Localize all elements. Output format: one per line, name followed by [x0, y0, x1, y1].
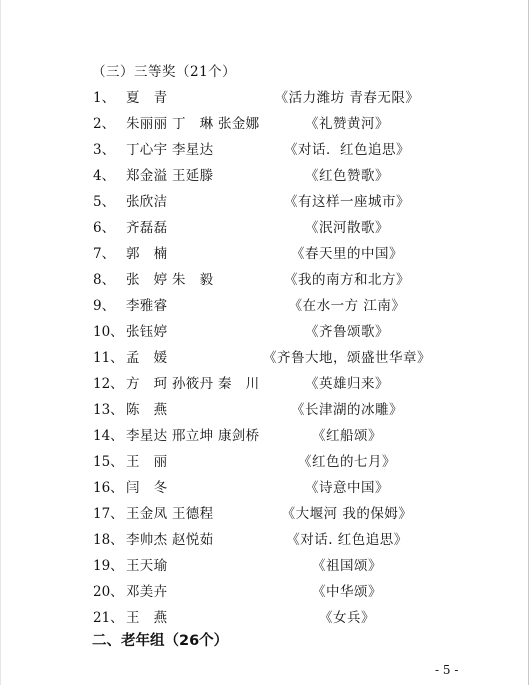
award-entry [0, 524, 531, 550]
award-entry [0, 368, 531, 394]
entry-names: 李帅杰 赵悦茹 [126, 532, 214, 548]
entry-number: 16、 [93, 480, 124, 496]
award-entry [0, 498, 531, 524]
award-entry [0, 316, 531, 342]
entry-work-title: 《中华颂》 [312, 584, 382, 600]
page-number: - 5 - [435, 663, 459, 677]
entry-names: 郑金溢 王延滕 [126, 168, 214, 184]
entry-number: 20、 [93, 584, 124, 600]
award-entry [0, 134, 531, 160]
entry-work-title: 《祖国颂》 [312, 558, 382, 574]
entry-number: 1、 [93, 90, 116, 106]
entry-names: 王 燕 [126, 610, 168, 626]
entry-work-title: 《有这样一座城市》 [284, 194, 410, 210]
group-heading: 二、老年组（26个） [92, 633, 229, 649]
entry-number: 14、 [93, 428, 124, 444]
entry-work-title: 《红色的七月》 [298, 454, 396, 470]
entry-work-title: 《对话. 红色追思》 [286, 532, 408, 548]
entry-names: 王金凤 王德程 [126, 506, 214, 522]
entry-number: 2、 [93, 116, 116, 132]
entry-number: 13、 [93, 402, 124, 418]
award-entry [0, 602, 531, 628]
entry-number: 17、 [93, 506, 124, 522]
award-entry [0, 420, 531, 446]
award-entry [0, 472, 531, 498]
entry-number: 6、 [93, 220, 116, 236]
entry-names: 邓美卉 [126, 584, 168, 600]
entry-work-title: 《对话．红色追思》 [284, 142, 410, 158]
entry-names: 张欣洁 [126, 194, 168, 210]
award-entry [0, 342, 531, 368]
entry-number: 19、 [93, 558, 124, 574]
entry-work-title: 《诗意中国》 [305, 480, 389, 496]
entry-number: 7、 [93, 246, 116, 262]
entry-work-title: 《大堰河 我的保姆》 [281, 506, 413, 522]
entry-names: 朱丽丽 丁 琳 张金娜 [126, 116, 260, 132]
award-entry [0, 238, 531, 264]
entry-work-title: 《活力潍坊 青春无限》 [274, 90, 420, 106]
award-entry [0, 108, 531, 134]
award-entry [0, 394, 531, 420]
entry-names: 郭 楠 [126, 246, 168, 262]
entry-work-title: 《我的南方和北方》 [284, 272, 410, 288]
award-entry [0, 576, 531, 602]
entry-number: 8、 [93, 272, 116, 288]
entry-names: 李雅睿 [126, 298, 168, 314]
entry-names: 夏 青 [126, 90, 168, 106]
award-entry [0, 82, 531, 108]
award-entry [0, 550, 531, 576]
entry-number: 4、 [93, 168, 116, 184]
entry-number: 5、 [93, 194, 116, 210]
entry-work-title: 《女兵》 [319, 610, 375, 626]
entry-work-title: 《长津湖的冰雕》 [291, 402, 403, 418]
entry-work-title: 《齐鲁颂歌》 [305, 324, 389, 340]
entry-names: 闫 冬 [126, 480, 168, 496]
entry-names: 张 婷 朱 毅 [126, 272, 214, 288]
entry-number: 18、 [93, 532, 124, 548]
award-entry [0, 186, 531, 212]
entry-number: 12、 [93, 376, 124, 392]
entry-names: 孟 媛 [126, 350, 168, 366]
entry-work-title: 《齐鲁大地，颂盛世华章》 [263, 350, 431, 366]
entry-names: 丁心宇 李星达 [126, 142, 214, 158]
award-entry [0, 160, 531, 186]
entry-number: 11、 [93, 350, 124, 366]
entry-work-title: 《泯河散歌》 [305, 220, 389, 236]
entry-work-title: 《红船颂》 [312, 428, 382, 444]
entry-work-title: 《在水一方 江南》 [288, 298, 406, 314]
entry-number: 15、 [93, 454, 124, 470]
award-entry [0, 264, 531, 290]
award-entry [0, 446, 531, 472]
entry-work-title: 《春天里的中国》 [291, 246, 403, 262]
entry-names: 王天瑜 [126, 558, 168, 574]
entry-names: 陈 燕 [126, 402, 168, 418]
entry-work-title: 《红色赞歌》 [305, 168, 389, 184]
entry-number: 3、 [93, 142, 116, 158]
entry-names: 方 珂 孙筱丹 秦 川 [126, 376, 260, 392]
entry-names: 李星达 邢立坤 康剑桥 [126, 428, 260, 444]
award-list [0, 82, 531, 628]
section-title: （三）三等奖（21个） [92, 64, 237, 80]
entry-number: 10、 [93, 324, 124, 340]
award-entry [0, 290, 531, 316]
entry-names: 王 丽 [126, 454, 168, 470]
award-entry [0, 212, 531, 238]
entry-names: 张钰婷 [126, 324, 168, 340]
entry-names: 齐磊磊 [126, 220, 168, 236]
entry-number: 9、 [93, 298, 116, 314]
entry-work-title: 《英雄归来》 [305, 376, 389, 392]
entry-number: 21、 [93, 610, 124, 626]
entry-work-title: 《礼赞黄河》 [305, 116, 389, 132]
